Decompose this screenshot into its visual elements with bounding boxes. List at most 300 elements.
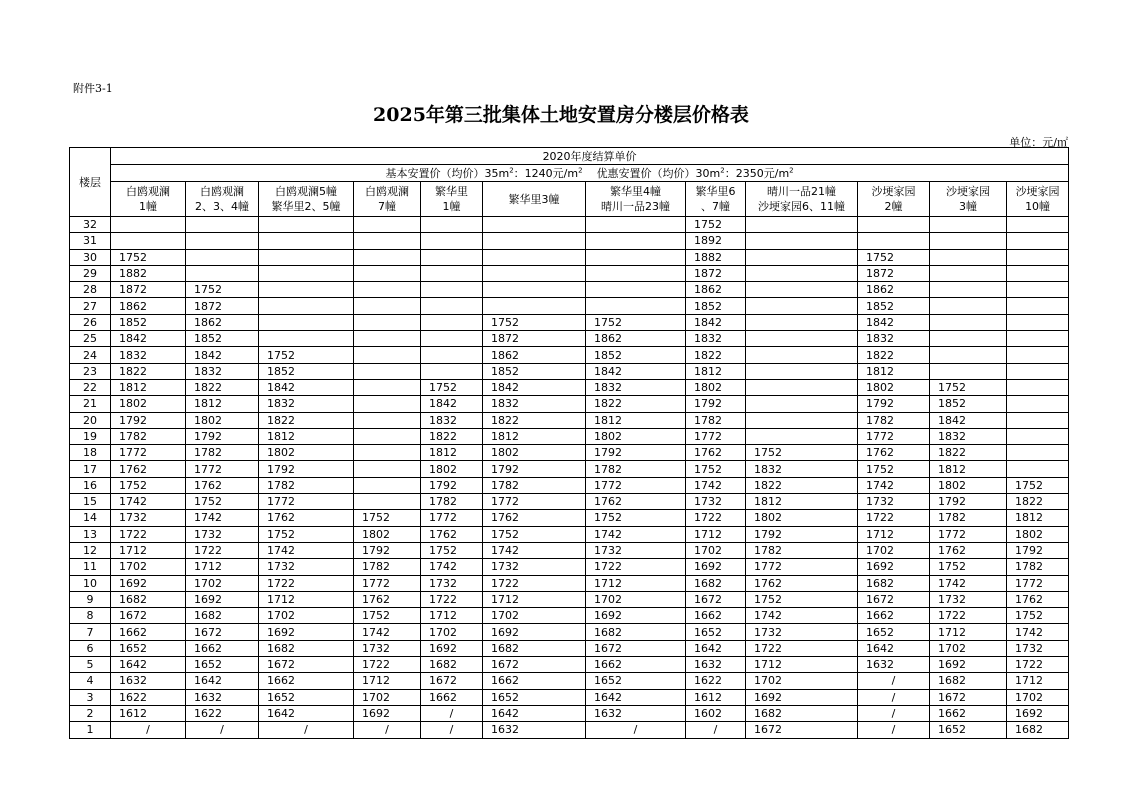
price-cell: [930, 363, 1007, 379]
price-cell: 1852: [186, 331, 259, 347]
floor-cell: 13: [70, 526, 111, 542]
column-header-2: [259, 182, 354, 217]
price-cell: 1702: [186, 575, 259, 591]
table-row: [70, 510, 1069, 526]
price-cell: 1662: [686, 608, 746, 624]
price-cell: 1782: [858, 412, 930, 428]
price-cell: 1862: [483, 347, 586, 363]
column-header-line2: 2、3、4幢: [195, 200, 249, 213]
price-cell: [354, 428, 421, 444]
price-cell: 1782: [259, 477, 354, 493]
floor-cell: 28: [70, 282, 111, 298]
floor-cell: 11: [70, 559, 111, 575]
price-cell: 1752: [111, 249, 186, 265]
price-cell: 1742: [930, 575, 1007, 591]
price-cell: 1742: [686, 477, 746, 493]
price-cell: 1692: [259, 624, 354, 640]
price-cell: [421, 347, 483, 363]
price-cell: [186, 217, 259, 233]
price-cell: 1822: [259, 412, 354, 428]
price-cell: [586, 249, 686, 265]
floor-cell: 26: [70, 314, 111, 330]
price-cell: [259, 249, 354, 265]
price-cell: [354, 314, 421, 330]
price-cell: 1832: [259, 396, 354, 412]
price-cell: [259, 217, 354, 233]
price-cell: 1692: [1007, 705, 1069, 721]
price-cell: 1872: [186, 298, 259, 314]
price-cell: 1672: [686, 591, 746, 607]
price-cell: 1742: [259, 542, 354, 558]
price-cell: 1672: [421, 673, 483, 689]
price-cell: 1782: [111, 428, 186, 444]
price-cell: /: [111, 722, 186, 738]
price-cell: [259, 314, 354, 330]
price-cell: 1762: [421, 526, 483, 542]
price-cell: 1662: [930, 705, 1007, 721]
table-row: [70, 298, 1069, 314]
price-cell: 1872: [483, 331, 586, 347]
price-cell: 1812: [686, 363, 746, 379]
price-cell: [421, 217, 483, 233]
price-cell: [930, 249, 1007, 265]
price-cell: 1732: [259, 559, 354, 575]
price-cell: 1792: [586, 445, 686, 461]
price-cell: [354, 445, 421, 461]
price-cell: 1632: [858, 657, 930, 673]
price-cell: [1007, 347, 1069, 363]
price-cell: 1632: [686, 657, 746, 673]
price-cell: [1007, 445, 1069, 461]
price-cell: 1752: [746, 591, 858, 607]
price-cell: 1762: [354, 591, 421, 607]
price-cell: 1652: [858, 624, 930, 640]
basic-price-prefix: 基本安置价（均价）35m: [385, 166, 510, 180]
price-cell: 1752: [186, 494, 259, 510]
column-header-line1: 繁华里4幢: [610, 185, 661, 198]
price-cell: 1682: [1007, 722, 1069, 738]
price-cell: 1702: [746, 673, 858, 689]
price-cell: 1792: [930, 494, 1007, 510]
price-cell: 1762: [930, 542, 1007, 558]
price-cell: 1702: [111, 559, 186, 575]
price-cell: [421, 363, 483, 379]
price-cell: [858, 233, 930, 249]
price-cell: 1872: [686, 265, 746, 281]
column-header-line1: 白鸥观澜5幢: [275, 185, 337, 198]
floor-cell: 29: [70, 265, 111, 281]
price-cell: [421, 298, 483, 314]
price-cell: 1682: [421, 657, 483, 673]
price-cell: 1822: [1007, 494, 1069, 510]
price-cell: 1812: [421, 445, 483, 461]
column-header-line1: 白鸥观澜: [200, 185, 244, 198]
price-cell: [930, 298, 1007, 314]
price-cell: 1732: [746, 624, 858, 640]
price-cell: 1742: [746, 608, 858, 624]
price-cell: [421, 233, 483, 249]
price-cell: 1772: [686, 428, 746, 444]
column-header-line2: 7幢: [378, 200, 396, 213]
price-cell: 1732: [1007, 640, 1069, 656]
price-cell: 1752: [354, 510, 421, 526]
table-row: [70, 559, 1069, 575]
price-cell: [1007, 363, 1069, 379]
price-cell: [1007, 298, 1069, 314]
table-row: [70, 428, 1069, 444]
price-cell: 1752: [354, 608, 421, 624]
column-header-7: [686, 182, 746, 217]
price-cell: [259, 331, 354, 347]
unit-label: 单位：元/㎡: [1009, 136, 1068, 149]
price-cell: [354, 265, 421, 281]
column-header-line1: 沙埂家园: [1015, 185, 1060, 198]
price-cell: [354, 233, 421, 249]
floor-cell: 17: [70, 461, 111, 477]
price-cell: [930, 282, 1007, 298]
pref-price-prefix: 优惠安置价（均价）30m: [596, 166, 721, 180]
price-cell: [1007, 282, 1069, 298]
pref-unit-exponent: 2: [789, 165, 794, 174]
price-cell: 1872: [111, 282, 186, 298]
price-cell: 1712: [186, 559, 259, 575]
price-cell: 1672: [930, 689, 1007, 705]
price-cell: 1622: [186, 705, 259, 721]
price-cell: 1812: [858, 363, 930, 379]
price-cell: [421, 331, 483, 347]
price-cell: [746, 265, 858, 281]
price-cell: 1802: [858, 379, 930, 395]
table-row: [70, 494, 1069, 510]
price-cell: 1792: [259, 461, 354, 477]
price-cell: 1762: [686, 445, 746, 461]
price-cell: 1842: [858, 314, 930, 330]
price-cell: 1772: [259, 494, 354, 510]
floor-cell: 3: [70, 689, 111, 705]
price-cell: 1752: [259, 347, 354, 363]
price-cell: /: [858, 673, 930, 689]
price-cell: 1642: [858, 640, 930, 656]
price-cell: 1842: [111, 331, 186, 347]
floor-cell: 19: [70, 428, 111, 444]
price-cell: [746, 347, 858, 363]
column-header-line2: 2幢: [884, 200, 903, 213]
price-cell: 1792: [483, 461, 586, 477]
price-cell: 1792: [746, 526, 858, 542]
price-cell: 1662: [259, 673, 354, 689]
table-row: [70, 575, 1069, 591]
price-cell: 1672: [186, 624, 259, 640]
price-cell: [421, 265, 483, 281]
price-cell: [930, 265, 1007, 281]
price-cell: 1742: [1007, 624, 1069, 640]
pref-price-suffix: ：2350元/m: [724, 166, 790, 180]
table-row: [70, 314, 1069, 330]
price-cell: 1792: [858, 396, 930, 412]
floor-cell: 20: [70, 412, 111, 428]
table-row: [70, 657, 1069, 673]
price-cell: 1762: [586, 494, 686, 510]
price-cell: 1812: [586, 412, 686, 428]
price-cell: 1772: [586, 477, 686, 493]
price-cell: 1722: [686, 510, 746, 526]
price-cell: 1752: [858, 249, 930, 265]
price-cell: 1782: [421, 494, 483, 510]
table-row: [70, 445, 1069, 461]
price-cell: 1752: [1007, 608, 1069, 624]
price-cell: 1712: [686, 526, 746, 542]
table-row: [70, 705, 1069, 721]
group-header: 2020年度结算单价: [111, 148, 1069, 165]
price-cell: 1762: [1007, 591, 1069, 607]
price-cell: 1712: [746, 657, 858, 673]
price-cell: 1732: [483, 559, 586, 575]
price-cell: [354, 331, 421, 347]
price-cell: [746, 428, 858, 444]
price-cell: 1772: [186, 461, 259, 477]
price-cell: 1802: [354, 526, 421, 542]
table-row: [70, 640, 1069, 656]
table-row: [70, 363, 1069, 379]
price-cell: 1682: [483, 640, 586, 656]
price-cell: 1662: [483, 673, 586, 689]
price-cell: [483, 249, 586, 265]
price-cell: [354, 396, 421, 412]
column-header-line1: 繁华里6: [695, 185, 736, 198]
price-cell: 1602: [686, 705, 746, 721]
price-cell: 1872: [858, 265, 930, 281]
price-cell: 1732: [858, 494, 930, 510]
price-cell: [483, 265, 586, 281]
price-cell: 1652: [483, 689, 586, 705]
price-cell: [746, 249, 858, 265]
price-cell: 1772: [1007, 575, 1069, 591]
column-header-line1: 晴川一品21幢: [767, 185, 836, 198]
floor-cell: 27: [70, 298, 111, 314]
floor-cell: 21: [70, 396, 111, 412]
price-cell: 1722: [186, 542, 259, 558]
floor-cell: 30: [70, 249, 111, 265]
price-cell: /: [858, 689, 930, 705]
price-cell: [586, 282, 686, 298]
table-row: [70, 412, 1069, 428]
price-cell: 1652: [686, 624, 746, 640]
price-cell: 1762: [186, 477, 259, 493]
price-cell: [354, 249, 421, 265]
price-cell: [746, 233, 858, 249]
price-cell: 1822: [686, 347, 746, 363]
column-header-line2: 10幢: [1025, 200, 1051, 213]
price-cell: 1642: [186, 673, 259, 689]
price-cell: 1792: [111, 412, 186, 428]
price-cell: 1802: [746, 510, 858, 526]
table-row: [70, 461, 1069, 477]
price-cell: 1652: [930, 722, 1007, 738]
price-cell: 1672: [259, 657, 354, 673]
price-line: [111, 165, 1069, 182]
price-cell: [354, 282, 421, 298]
price-cell: 1822: [111, 363, 186, 379]
basic-price-suffix: ：1240元/m: [513, 166, 579, 180]
price-cell: /: [186, 722, 259, 738]
price-cell: [1007, 412, 1069, 428]
price-cell: [354, 379, 421, 395]
column-header-line1: 沙埂家园: [946, 185, 990, 198]
column-header-line1: 白鸥观澜: [365, 185, 409, 198]
price-cell: 1662: [858, 608, 930, 624]
price-cell: 1752: [186, 282, 259, 298]
price-cell: 1852: [930, 396, 1007, 412]
price-cell: 1792: [186, 428, 259, 444]
price-cell: [111, 233, 186, 249]
price-cell: [259, 265, 354, 281]
price-cell: 1832: [586, 379, 686, 395]
price-cell: 1712: [421, 608, 483, 624]
price-cell: 1852: [586, 347, 686, 363]
price-cell: 1702: [421, 624, 483, 640]
price-cell: 1682: [930, 673, 1007, 689]
price-cell: [1007, 428, 1069, 444]
price-cell: [421, 314, 483, 330]
price-cell: 1752: [421, 379, 483, 395]
column-header-line2: 3幢: [959, 200, 977, 213]
price-cell: 1772: [858, 428, 930, 444]
price-cell: 1712: [858, 526, 930, 542]
column-header-5: [483, 182, 586, 217]
price-cell: 1822: [586, 396, 686, 412]
price-cell: [746, 412, 858, 428]
price-cell: 1842: [483, 379, 586, 395]
price-cell: 1692: [421, 640, 483, 656]
floor-cell: 15: [70, 494, 111, 510]
price-cell: 1632: [186, 689, 259, 705]
price-cell: /: [686, 722, 746, 738]
price-cell: 1732: [111, 510, 186, 526]
price-cell: 1812: [186, 396, 259, 412]
price-cell: /: [858, 722, 930, 738]
price-cell: [746, 379, 858, 395]
price-cell: 1732: [354, 640, 421, 656]
price-cell: [746, 314, 858, 330]
floor-cell: 25: [70, 331, 111, 347]
floor-cell: 16: [70, 477, 111, 493]
price-cell: 1882: [111, 265, 186, 281]
price-cell: 1742: [858, 477, 930, 493]
price-cell: [1007, 249, 1069, 265]
price-cell: 1742: [483, 542, 586, 558]
price-cell: 1842: [186, 347, 259, 363]
price-cell: 1722: [586, 559, 686, 575]
table-row: [70, 379, 1069, 395]
price-cell: 1742: [354, 624, 421, 640]
floor-cell: 8: [70, 608, 111, 624]
price-cell: [354, 494, 421, 510]
header-row-group: [70, 148, 1069, 165]
price-cell: [483, 217, 586, 233]
floor-cell: 14: [70, 510, 111, 526]
price-cell: [746, 217, 858, 233]
price-cell: 1712: [259, 591, 354, 607]
price-cell: 1732: [686, 494, 746, 510]
price-cell: 1622: [686, 673, 746, 689]
column-header-0: [111, 182, 186, 217]
price-cell: 1802: [111, 396, 186, 412]
price-cell: [930, 347, 1007, 363]
price-cell: 1762: [259, 510, 354, 526]
price-cell: [186, 233, 259, 249]
price-cell: [1007, 461, 1069, 477]
price-cell: 1752: [686, 461, 746, 477]
price-cell: [1007, 233, 1069, 249]
price-cell: 1862: [111, 298, 186, 314]
basic-area-exponent: 2: [509, 165, 514, 174]
price-cell: 1652: [111, 640, 186, 656]
price-cell: 1742: [186, 510, 259, 526]
price-cell: 1782: [354, 559, 421, 575]
price-cell: 1632: [586, 705, 686, 721]
table-row: [70, 249, 1069, 265]
page-title: 2025年第三批集体土地安置房分楼层价格表: [373, 104, 749, 126]
price-cell: 1702: [259, 608, 354, 624]
table-row: [70, 542, 1069, 558]
price-cell: [186, 265, 259, 281]
price-cell: 1792: [421, 477, 483, 493]
table-row: [70, 624, 1069, 640]
table-row: [70, 689, 1069, 705]
price-cell: 1612: [686, 689, 746, 705]
price-cell: 1672: [586, 640, 686, 656]
price-cell: 1862: [186, 314, 259, 330]
floor-cell: 23: [70, 363, 111, 379]
price-cell: 1722: [858, 510, 930, 526]
price-cell: [354, 412, 421, 428]
price-cell: 1752: [586, 314, 686, 330]
price-cell: [586, 233, 686, 249]
price-cell: 1662: [186, 640, 259, 656]
price-cell: 1742: [586, 526, 686, 542]
price-cell: 1672: [858, 591, 930, 607]
header-row-columns: [70, 182, 1069, 217]
price-cell: 1672: [746, 722, 858, 738]
price-cell: 1722: [259, 575, 354, 591]
price-cell: 1802: [186, 412, 259, 428]
price-cell: 1752: [111, 477, 186, 493]
price-cell: 1802: [259, 445, 354, 461]
price-cell: 1832: [186, 363, 259, 379]
table-row: [70, 265, 1069, 281]
price-cell: 1782: [186, 445, 259, 461]
price-cell: 1762: [111, 461, 186, 477]
price-cell: 1752: [1007, 477, 1069, 493]
price-cell: 1722: [746, 640, 858, 656]
price-cell: 1722: [930, 608, 1007, 624]
price-cell: 1692: [111, 575, 186, 591]
price-cell: 1882: [686, 249, 746, 265]
price-cell: 1752: [930, 559, 1007, 575]
price-cell: [930, 314, 1007, 330]
price-cell: 1812: [930, 461, 1007, 477]
price-cell: 1662: [421, 689, 483, 705]
price-cell: 1762: [483, 510, 586, 526]
column-header-line1: 繁华里: [435, 185, 468, 198]
price-cell: 1692: [686, 559, 746, 575]
price-cell: [421, 282, 483, 298]
price-cell: [586, 298, 686, 314]
column-header-3: [354, 182, 421, 217]
price-cell: [111, 217, 186, 233]
price-cell: 1642: [586, 689, 686, 705]
column-header-line2: 1幢: [139, 200, 157, 213]
